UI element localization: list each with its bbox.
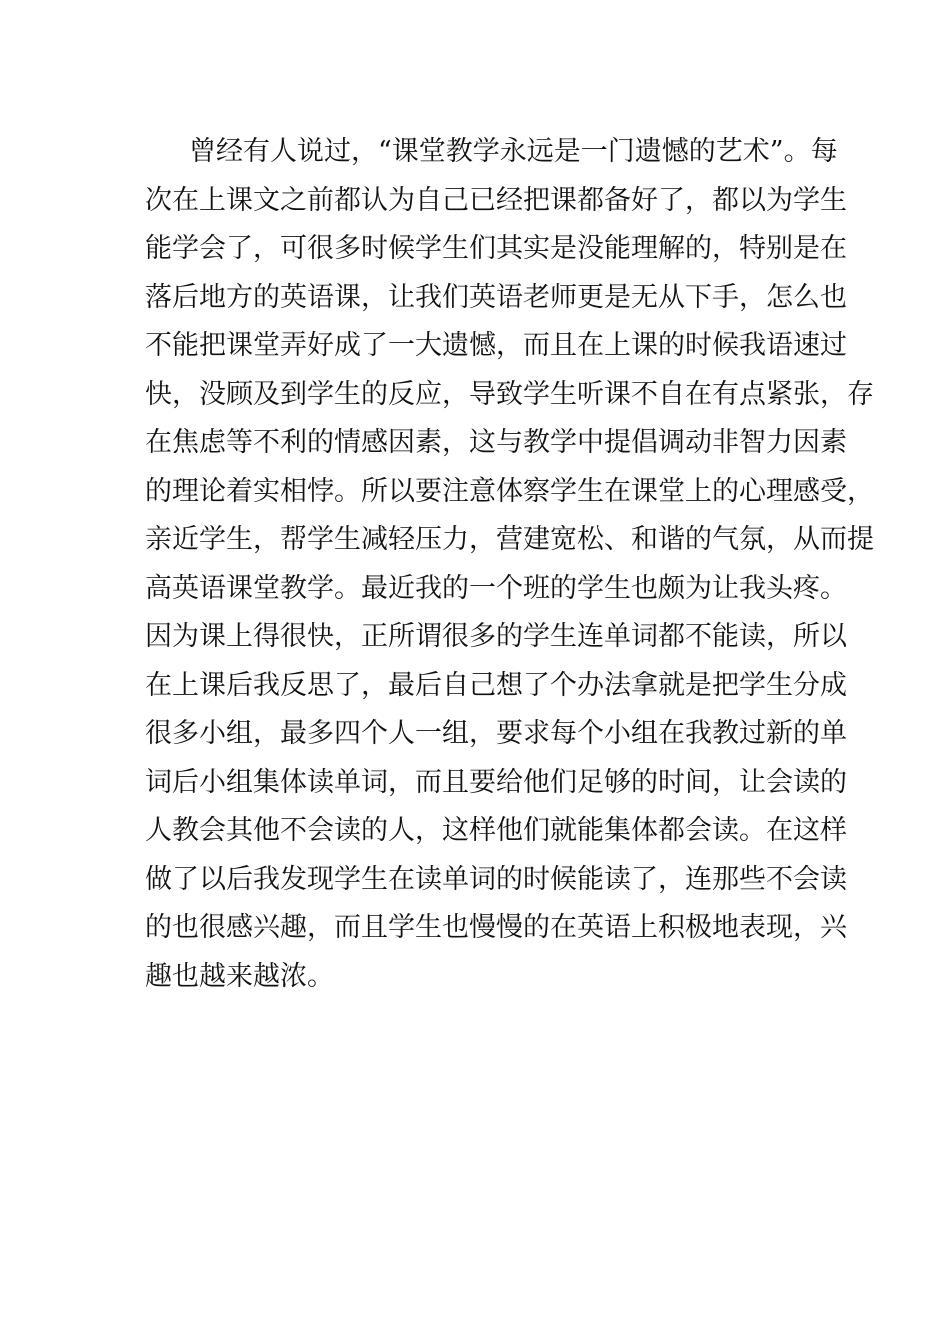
paragraph-line: 词后小组集体读单词，而且要给他们足够的时间，让会读的: [145, 766, 847, 798]
paragraph-line: 快，没顾及到学生的反应，导致学生听课不自在有点紧张，存: [145, 378, 874, 410]
paragraph-line: 在上课后我反思了，最后自己想了个办法拿就是把学生分成: [145, 669, 847, 701]
paragraph-line: 趣也越来越浓。: [145, 960, 334, 992]
paragraph-line: 在焦虑等不利的情感因素，这与教学中提倡调动非智力因素: [145, 427, 847, 458]
paragraph-line: 能学会了，可很多时候学生们其实是没能理解的，特别是在: [145, 233, 847, 264]
paragraph-line: 高英语课堂教学。最近我的一个班的学生也颇为让我头疼。: [145, 572, 847, 604]
paragraph-line: 次在上课文之前都认为自己已经把课都备好了，都以为学生: [145, 184, 847, 216]
paragraph-line: 的理论着实相悖。所以要注意体察学生在课堂上的心理感受，: [145, 475, 874, 507]
paragraph-line: 亲近学生，帮学生减轻压力，营建宽松、和谐的气氛，从而提: [145, 524, 874, 555]
paragraph-line: 曾经有人说过，“课堂教学永远是一门遗憾的艺术”。每: [189, 136, 838, 167]
body-paragraph: [145, 128, 874, 1001]
paragraph-line: 人教会其他不会读的人，这样他们就能集体都会读。在这样: [145, 815, 847, 846]
paragraph-line: 落后地方的英语课，让我们英语老师更是无从下手，怎么也: [145, 281, 847, 313]
paragraph-line: 很多小组，最多四个人一组，要求每个小组在我教过新的单: [145, 718, 847, 749]
paragraph-line: 不能把课堂弄好成了一大遗憾，而且在上课的时候我语速过: [145, 330, 847, 361]
paragraph-line: 因为课上得很快，正所谓很多的学生连单词都不能读，所以: [145, 621, 847, 652]
paragraph-line: 的也很感兴趣，而且学生也慢慢的在英语上积极地表现，兴: [145, 912, 847, 943]
paragraph-line: 做了以后我发现学生在读单词的时候能读了，连那些不会读: [145, 863, 847, 895]
